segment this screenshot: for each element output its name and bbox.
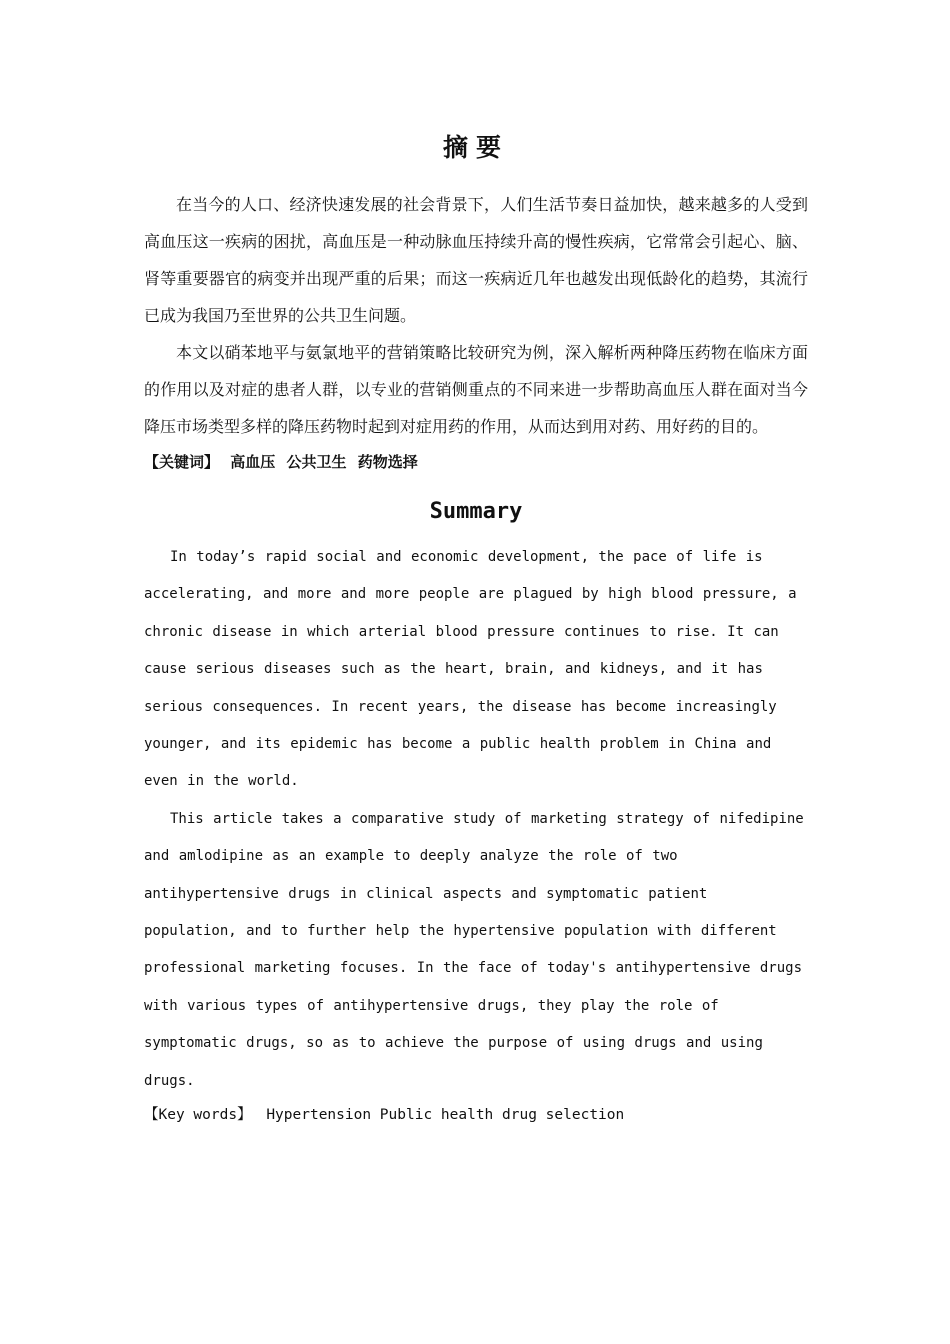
english-abstract-paragraph-1: In today’s rapid social and economic development, the pace of life is accelerating, and more and more people are plagued by high blood pressure, a chronic disease in which arterial blood pressure continues to rise. It can cause serious diseases such as the heart, brain, and kidneys, and it has serious consequences. In recent years, the disease has become increasingly younger, and its epidemic has become a public health problem in China and even in the world.: [144, 549, 797, 790]
chinese-keyword: 高血压: [230, 453, 276, 471]
chinese-keywords-label: 【关键词】: [144, 453, 220, 471]
chinese-abstract-paragraph-2: 本文以硝苯地平与氨氯地平的营销策略比较研究为例，深入解析两种降压药物在临床方面的作用以及对症的患者人群，以专业的营销侧重点的不同来进一步帮助高血压人群在面对当今降压市场类型多样的降压药物时起到对症用药的作用，从而达到用对药、用好药的目的。: [144, 343, 808, 436]
chinese-abstract-title: 摘要: [442, 133, 509, 162]
english-abstract-paragraph-2: This article takes a comparative study of marketing strategy of nifedipine and amlodipine as an example to deeply analyze the role of two antihypertensive drugs in clinical aspects and symptomatic patient population, and to further help the hypertensive population with different professional marketing focuses. In the face of today's antihypertensive drugs with various types of antihypertensive drugs, they play the role of symptomatic drugs, so as to achieve the purpose of using drugs and using drugs.: [144, 810, 804, 1089]
chinese-keyword: 公共卫生: [286, 453, 347, 471]
chinese-keyword: 药物选择: [357, 453, 418, 471]
chinese-abstract-paragraph-1: 在当今的人口、经济快速发展的社会背景下，人们生活节奏日益加快，越来越多的人受到高血压这一疾病的困扰，高血压是一种动脉血压持续升高的慢性疾病，它常常会引起心、脑、肾等重要器官的病变并出现严重的后果；而这一疾病近几年也越发出现低龄化的趋势，其流行已成为我国乃至世界的公共卫生问题。: [144, 195, 808, 325]
abstract-content: [144, 130, 808, 1130]
english-keywords: [144, 1100, 808, 1130]
chinese-keywords: [144, 447, 808, 477]
english-keywords-list: Hypertension Public health drug selection: [266, 1107, 625, 1124]
english-abstract-title: Summary: [429, 499, 523, 524]
english-keywords-label: 【Key words】: [144, 1107, 252, 1124]
